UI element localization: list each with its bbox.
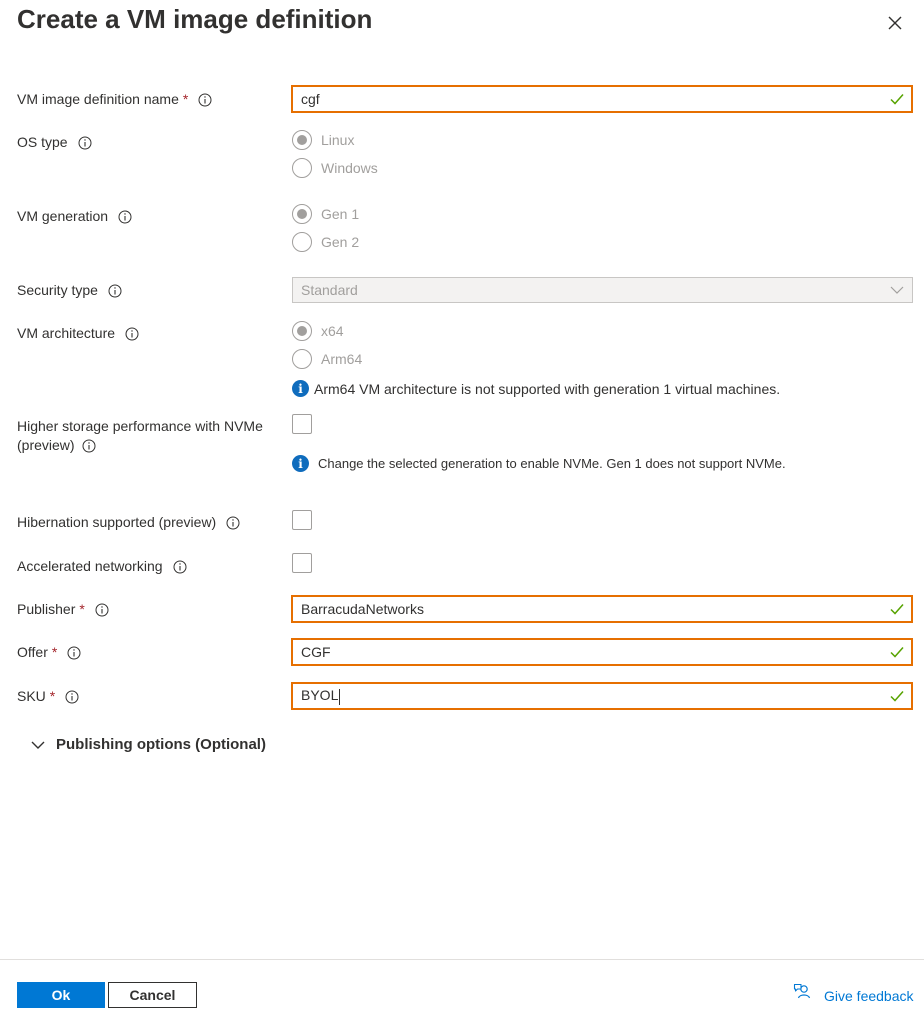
publisher-label-text: Publisher (17, 601, 76, 617)
sku-input[interactable] (291, 682, 913, 710)
name-input-value: cgf (301, 91, 320, 107)
arm64-info-message (292, 380, 780, 397)
info-icon[interactable] (118, 210, 132, 224)
text-cursor (339, 689, 340, 705)
nvme-label (17, 417, 263, 455)
nvme-label-line2: (preview) (17, 437, 75, 453)
offer-input-value: CGF (301, 644, 331, 660)
chevron-down-icon (30, 737, 46, 753)
publishing-options-label: Publishing options (Optional) (56, 736, 266, 753)
security-type-label (17, 281, 122, 300)
info-icon[interactable] (198, 93, 212, 107)
radio-label: x64 (321, 323, 344, 339)
vm-generation-label-text: VM generation (17, 208, 109, 224)
cancel-button[interactable]: Cancel (108, 982, 197, 1008)
give-feedback-link[interactable] (793, 982, 914, 1004)
info-icon[interactable] (67, 646, 81, 660)
info-icon[interactable] (78, 136, 92, 150)
vm-architecture-label (17, 324, 139, 343)
valid-check-icon (889, 644, 905, 660)
required-marker: * (49, 688, 56, 704)
radio-label: Gen 2 (321, 234, 360, 250)
os-type-label (17, 133, 92, 152)
name-label-text: VM image definition name (17, 91, 179, 107)
info-icon[interactable] (82, 439, 96, 453)
chevron-down-icon (890, 283, 904, 297)
publisher-input-value: BarracudaNetworks (301, 601, 424, 617)
feedback-icon (793, 983, 813, 1003)
info-filled-icon: i (292, 455, 309, 472)
dialog-title: Create a VM image definition (17, 4, 373, 34)
valid-check-icon (889, 601, 905, 617)
accelerated-networking-checkbox[interactable] (292, 553, 312, 573)
radio-circle[interactable] (292, 321, 312, 341)
arm64-info-text: Arm64 VM architecture is not supported with generation 1 virtual machines. (314, 380, 781, 397)
info-icon[interactable] (108, 284, 122, 298)
radio-circle[interactable] (292, 232, 312, 252)
security-type-label-text: Security type (17, 282, 98, 298)
publisher-input[interactable] (291, 595, 913, 623)
name-input[interactable] (291, 85, 913, 113)
hibernation-checkbox[interactable] (292, 510, 312, 530)
radio-circle[interactable] (292, 204, 312, 224)
required-marker: * (79, 601, 85, 617)
info-filled-icon: i (292, 380, 309, 397)
give-feedback-label: Give feedback (824, 988, 914, 1004)
radio-circle[interactable] (292, 349, 312, 369)
security-type-value: Standard (301, 282, 358, 298)
name-label (17, 90, 212, 109)
os-type-linux-radio[interactable] (292, 130, 354, 150)
valid-check-icon (889, 91, 905, 107)
nvme-info-text: Change the selected generation to enable NVMe. Gen 1 does not support NVMe. (318, 456, 786, 471)
security-type-dropdown[interactable] (292, 277, 913, 303)
vm-generation-label (17, 207, 132, 226)
info-icon[interactable] (95, 603, 109, 617)
hibernation-label-text: Hibernation supported (preview) (17, 514, 217, 530)
hibernation-label (17, 513, 240, 532)
offer-label (17, 643, 81, 662)
radio-label: Windows (321, 160, 378, 176)
radio-label: Arm64 (321, 351, 363, 367)
sku-label-text: SKU (17, 688, 46, 704)
required-marker: * (51, 644, 58, 660)
offer-label-text: Offer (17, 644, 48, 660)
nvme-label-line2-wrap (17, 436, 263, 455)
publisher-label (17, 600, 109, 619)
info-icon[interactable] (65, 690, 79, 704)
vm-architecture-x64-radio[interactable] (292, 321, 344, 341)
vm-generation-gen1-radio[interactable] (292, 204, 359, 224)
sku-input-value: BYOL (301, 687, 339, 704)
offer-input[interactable] (291, 638, 913, 666)
nvme-info-message (292, 455, 786, 472)
publishing-options-expander[interactable] (30, 736, 266, 753)
radio-circle[interactable] (292, 158, 312, 178)
info-icon[interactable] (226, 516, 240, 530)
accelerated-networking-label-text: Accelerated networking (17, 558, 163, 574)
radio-label: Gen 1 (321, 206, 360, 222)
sku-label (17, 687, 79, 706)
nvme-label-line1: Higher storage performance with NVMe (17, 418, 263, 434)
os-type-label-text: OS type (17, 134, 68, 150)
ok-button[interactable]: Ok (17, 982, 105, 1008)
nvme-checkbox[interactable] (292, 414, 312, 434)
valid-check-icon (889, 688, 905, 704)
radio-circle[interactable] (292, 130, 312, 150)
sku-input-value-wrap (293, 687, 889, 704)
info-icon[interactable] (173, 560, 187, 574)
radio-label: Linux (321, 132, 355, 148)
vm-architecture-arm64-radio[interactable] (292, 349, 362, 369)
accelerated-networking-label (17, 557, 187, 576)
close-icon[interactable] (884, 12, 906, 34)
os-type-windows-radio[interactable] (292, 158, 378, 178)
footer-divider (0, 959, 924, 960)
required-marker: * (182, 91, 189, 107)
info-icon[interactable] (125, 327, 139, 341)
vm-generation-gen2-radio[interactable] (292, 232, 359, 252)
vm-architecture-label-text: VM architecture (17, 325, 116, 341)
